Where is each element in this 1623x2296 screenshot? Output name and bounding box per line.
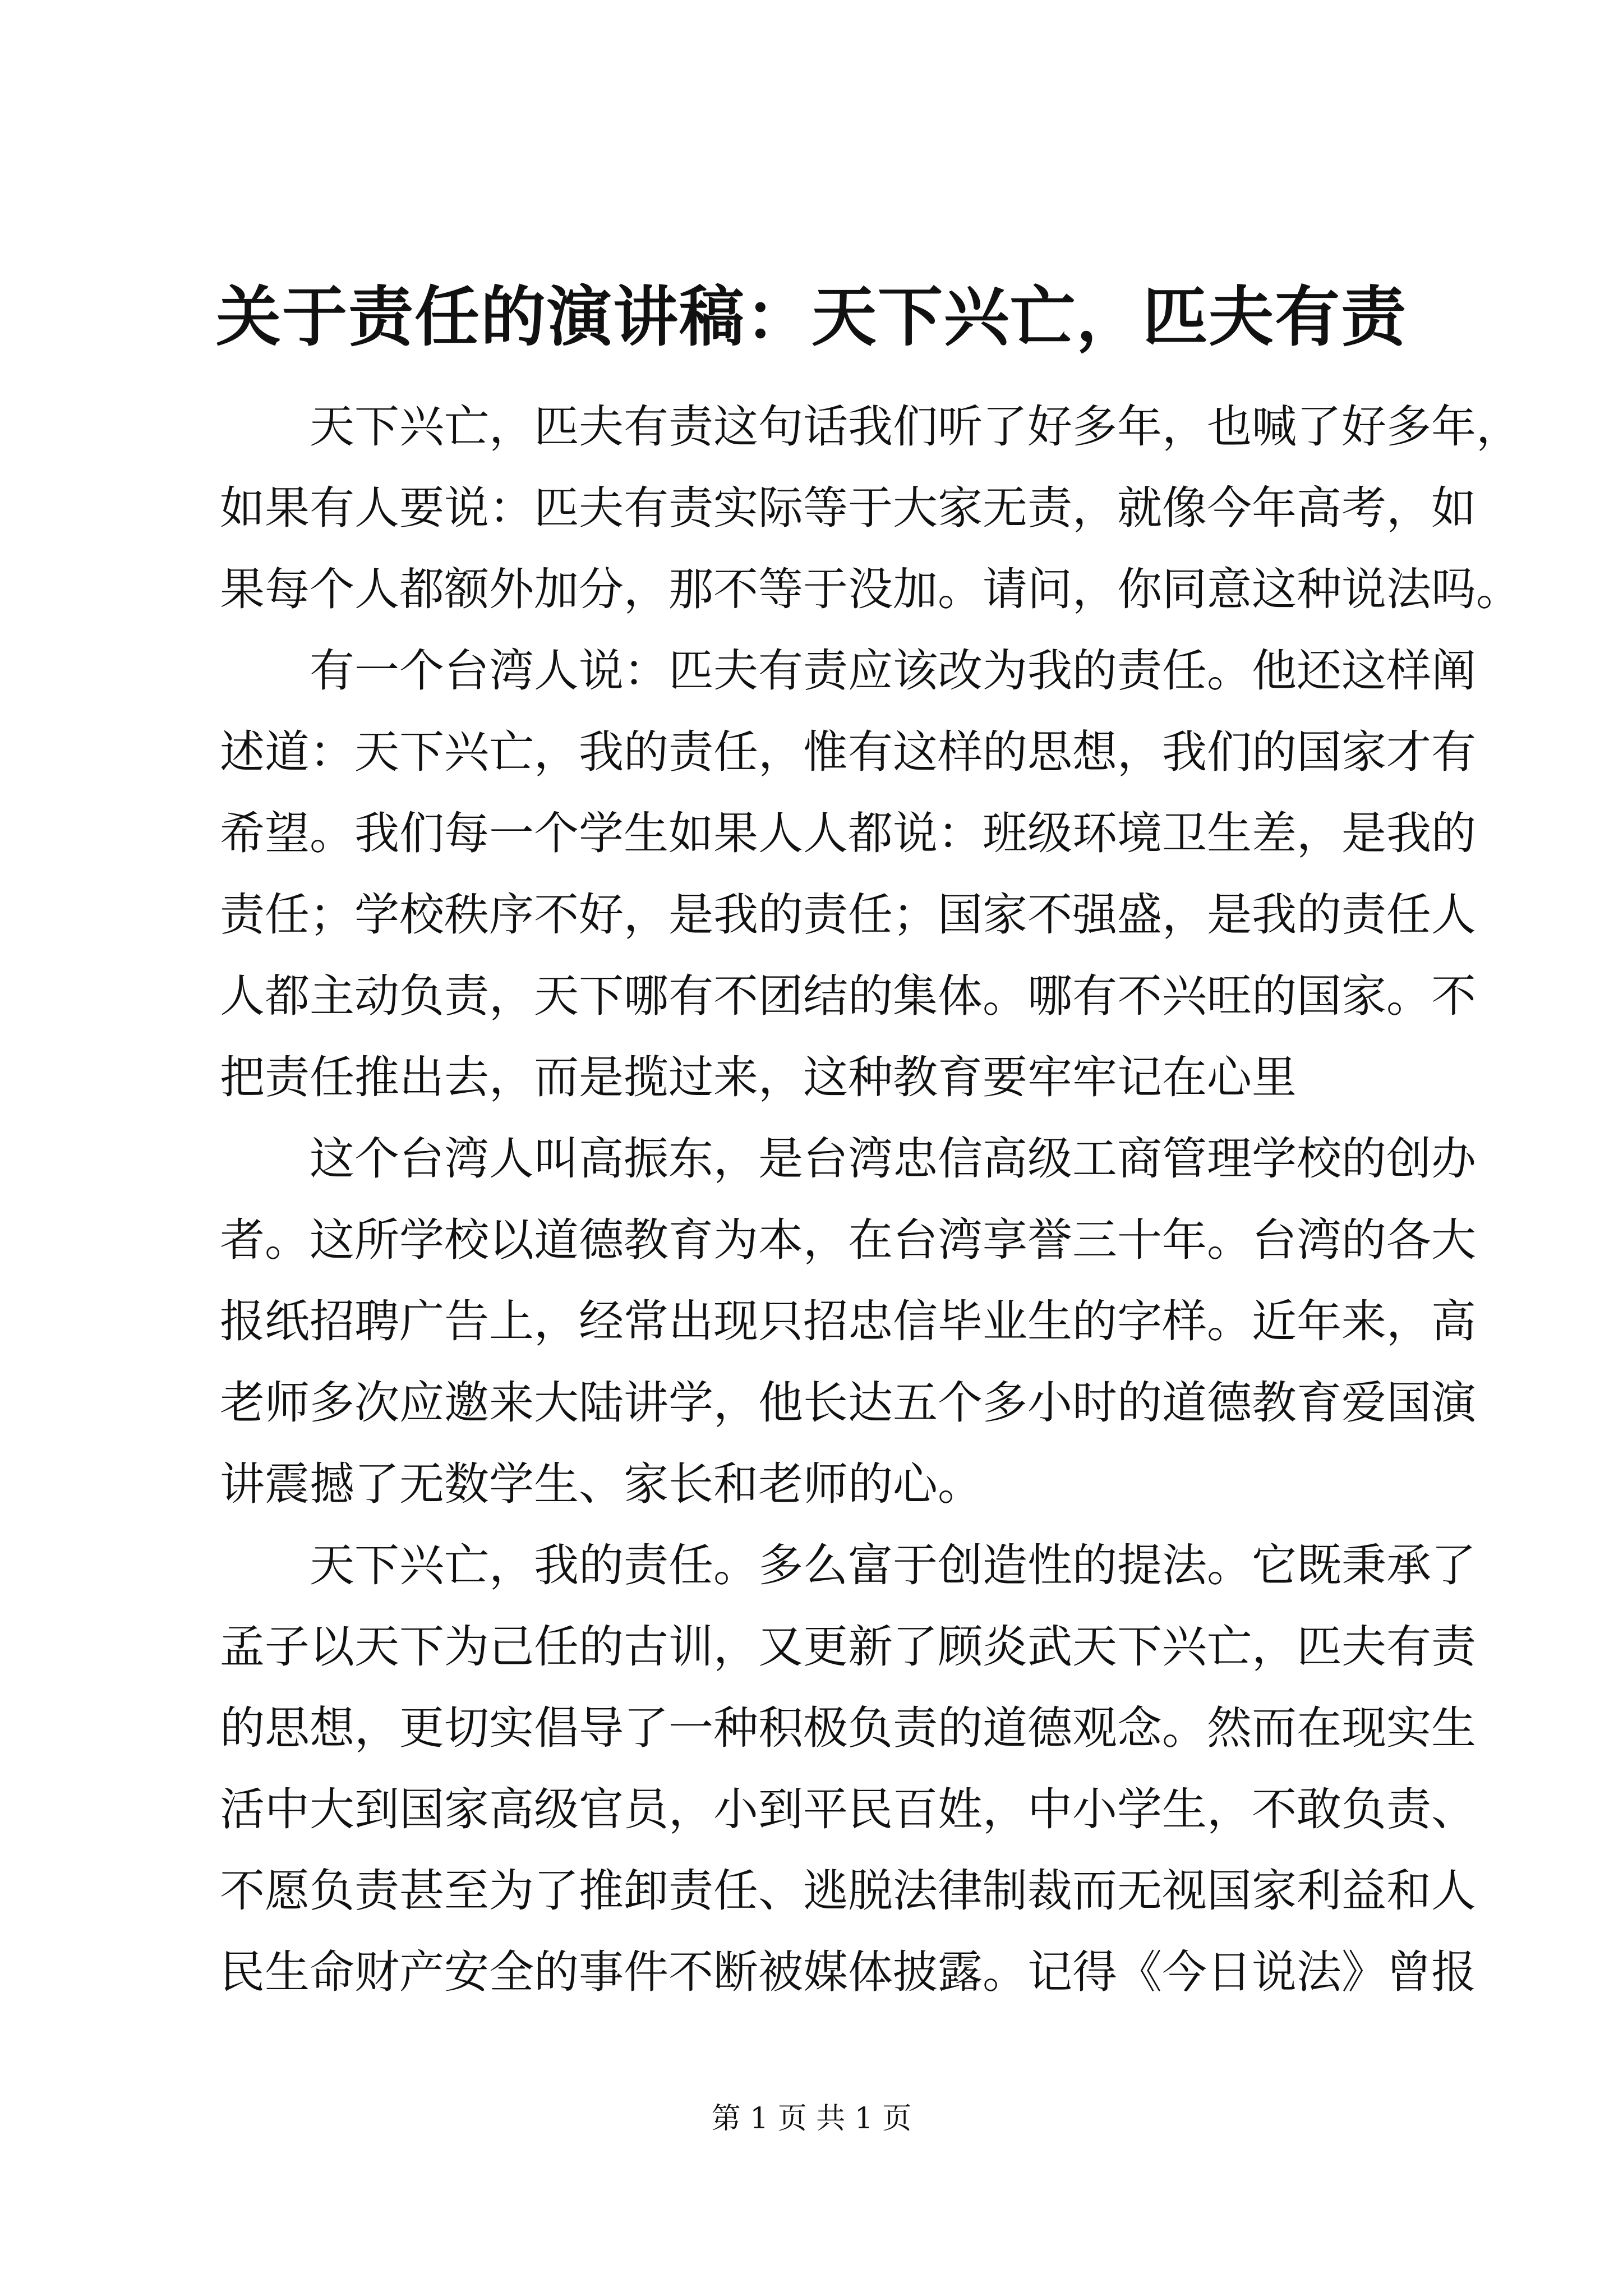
text-line: 的思想，更切实倡导了一种积极负责的道德观念。然而在现实生 bbox=[220, 1702, 1476, 1754]
document-body bbox=[220, 386, 1521, 2013]
text-line: 不愿负责甚至为了推卸责任、逃脱法律制裁而无视国家利益和人 bbox=[220, 1865, 1476, 1917]
text-line: 述道：天下兴亡，我的责任，惟有这样的思想，我们的国家才有 bbox=[220, 726, 1476, 778]
text-line: 者。这所学校以道德教育为本，在台湾享誉三十年。台湾的各大 bbox=[220, 1214, 1476, 1266]
page-title: 关于责任的演讲稿：天下兴亡，匹夫有责 bbox=[216, 279, 1407, 355]
text-line: 报纸招聘广告上，经常出现只招忠信毕业生的字样。近年来，高 bbox=[220, 1295, 1476, 1347]
text-line: 把责任推出去，而是揽过来，这种教育要牢牢记在心里 bbox=[220, 1051, 1297, 1103]
text-line: 民生命财产安全的事件不断被媒体披露。记得《今日说法》曾报 bbox=[220, 1946, 1476, 1998]
paragraph-3 bbox=[220, 1118, 1476, 1525]
paragraph-2 bbox=[220, 630, 1476, 1118]
text-line: 果每个人都额外加分，那不等于没加。请问，你同意这种说法吗。 bbox=[220, 563, 1521, 615]
text-line: 活中大到国家高级官员，小到平民百姓，中小学生，不敢负责、 bbox=[220, 1783, 1476, 1835]
text-line: 老师多次应邀来大陆讲学，他长达五个多小时的道德教育爱国演 bbox=[220, 1377, 1476, 1429]
text-line: 孟子以天下为己任的古训，又更新了顾炎武天下兴亡，匹夫有责 bbox=[220, 1621, 1476, 1673]
text-line: 这个台湾人叫高振东，是台湾忠信高级工商管理学校的创办 bbox=[310, 1133, 1476, 1185]
text-line: 希望。我们每一个学生如果人人都说：班级环境卫生差，是我的 bbox=[220, 807, 1476, 859]
text-line: 天下兴亡，我的责任。多么富于创造性的提法。它既秉承了 bbox=[310, 1539, 1476, 1591]
text-line: 人都主动负责，天下哪有不团结的集体。哪有不兴旺的国家。不 bbox=[220, 970, 1476, 1022]
text-line: 如果有人要说：匹夫有责实际等于大家无责，就像今年高考，如 bbox=[220, 482, 1476, 534]
paragraph-1 bbox=[220, 386, 1521, 630]
text-line: 责任；学校秩序不好，是我的责任；国家不强盛，是我的责任人 bbox=[220, 889, 1476, 941]
paragraph-4 bbox=[220, 1525, 1476, 2013]
text-line: 讲震撼了无数学生、家长和老师的心。 bbox=[220, 1458, 983, 1510]
text-line: 有一个台湾人说：匹夫有责应该改为我的责任。他还这样阐 bbox=[310, 645, 1476, 697]
text-line: 天下兴亡，匹夫有责这句话我们听了好多年，也喊了好多年， bbox=[310, 401, 1521, 453]
page-footer: 第 1 页 共 1 页 bbox=[711, 2102, 912, 2136]
